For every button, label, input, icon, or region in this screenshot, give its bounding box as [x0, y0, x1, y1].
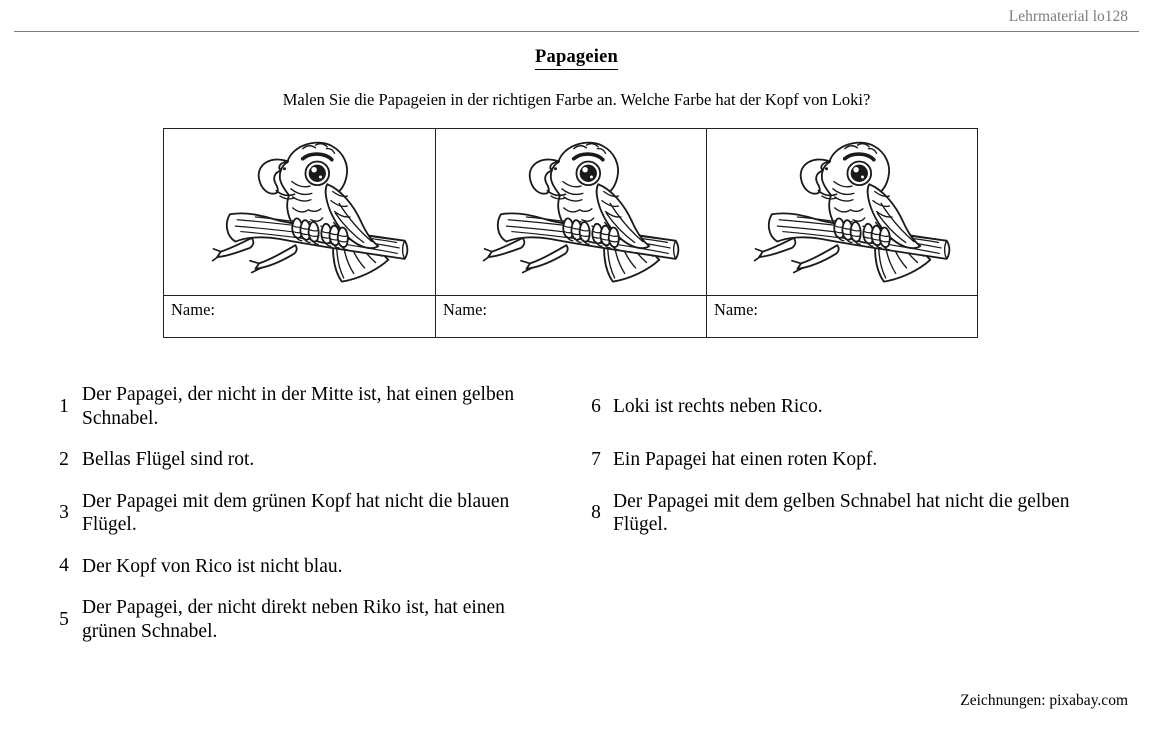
clue-number: 6 [591, 395, 601, 417]
clue-text: Ein Papagei hat einen roten Kopf. [613, 449, 878, 470]
clue-row-4 [50, 555, 1112, 579]
clue-row-2 [50, 448, 1112, 472]
page-title: Papageien [535, 47, 618, 70]
clue-item-1 [50, 383, 583, 430]
parrot-cell-1 [164, 129, 435, 295]
name-field-1 [164, 295, 435, 337]
instruction-text: Malen Sie die Papageien in der richtigen Farbe an. Welche Farbe hat der Kopf von Loki? [282, 90, 871, 109]
parrot-illustration-icon [199, 136, 421, 288]
clue-item-5 [50, 596, 583, 643]
clue-item-8 [583, 490, 1112, 537]
clue-number: 3 [59, 502, 69, 523]
name-label: Name: [171, 300, 215, 319]
clue-number: 5 [59, 608, 69, 630]
name-field-2 [435, 295, 706, 337]
clue-text: Bellas Flügel sind rot. [82, 449, 255, 470]
clue-text: Der Papagei mit dem gelben Schnabel hat nicht die gelben Flügel. [613, 490, 1070, 535]
header-material-label: Lehrmaterial lo128 [1008, 8, 1128, 25]
clue-item-4 [50, 555, 583, 579]
parrot-cell-3 [706, 129, 977, 295]
name-field-3 [706, 295, 977, 337]
clue-number: 7 [591, 448, 601, 470]
parrot-table [163, 128, 978, 338]
clue-row-1 [50, 383, 1112, 430]
clue-item-6 [583, 395, 1112, 419]
parrot-cell-2 [435, 129, 706, 295]
clue-list [50, 383, 1112, 661]
clue-item-3 [50, 490, 583, 537]
clue-text: Der Papagei mit dem grünen Kopf hat nicht die blauen Flügel. [82, 490, 510, 535]
clue-number: 8 [591, 502, 601, 523]
clue-item-2 [50, 448, 583, 472]
clue-item-7 [583, 448, 1112, 472]
parrot-illustration-icon [470, 136, 692, 288]
clue-text: Loki ist rechts neben Rico. [613, 395, 823, 417]
footer-credit: Zeichnungen: pixabay.com [960, 692, 1128, 709]
clue-text: Der Kopf von Rico ist nicht blau. [82, 555, 343, 577]
clue-number: 4 [59, 555, 69, 577]
title-wrap [0, 47, 1153, 70]
header-rule [14, 31, 1139, 32]
clue-number: 1 [59, 395, 69, 417]
name-label: Name: [714, 300, 758, 319]
clue-text: Der Papagei, der nicht direkt neben Riko ist, hat einen grünen Schnabel. [82, 597, 505, 642]
clue-text: Der Papagei, der nicht in der Mitte ist, hat einen gelben Schnabel. [82, 384, 515, 429]
parrot-illustration-icon [741, 136, 963, 288]
name-label: Name: [443, 300, 487, 319]
clue-row-5 [50, 596, 1112, 643]
clue-number: 2 [59, 448, 69, 470]
clue-row-3 [50, 490, 1112, 537]
